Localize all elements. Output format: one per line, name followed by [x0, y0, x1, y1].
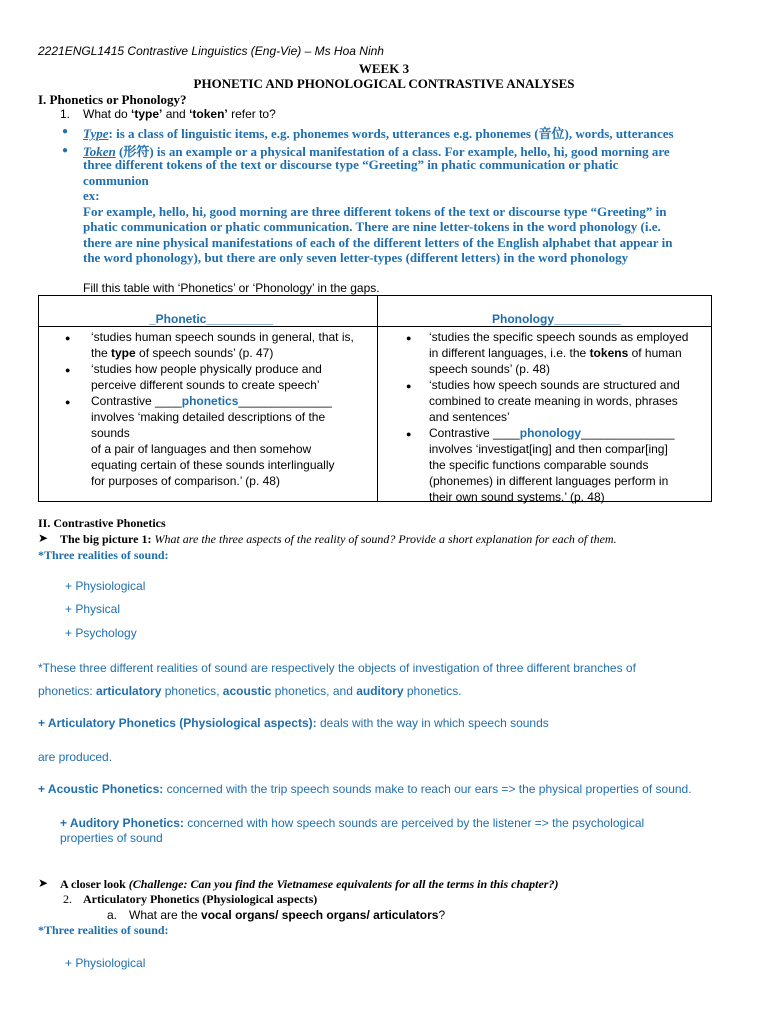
phonology-point-1: ‘studies the specific speech sounds as employed — [429, 330, 689, 344]
token-definition-line: communion — [83, 173, 149, 188]
item-2-number: 2. — [63, 892, 72, 906]
phonetics-phonology-table — [38, 295, 712, 502]
auditory-phonetics: + Auditory Phonetics: concerned with how speech sounds are perceived by the listener => the psychological — [60, 816, 645, 830]
bullet-icon: ● — [406, 429, 412, 439]
auditory-phonetics-line: properties of sound — [60, 831, 163, 845]
phonology-point-2-line: and sentences’ — [429, 410, 510, 424]
example-line: there are nine physical manifestations of each of the different letters of the English alphabet that appear in — [83, 235, 673, 250]
articulatory-phonetics: + Articulatory Phonetics (Physiological aspects): deals with the way in which speech sounds — [38, 716, 549, 730]
phonetic-point-3-line: equating certain of these sounds interlingually — [91, 458, 335, 472]
big-picture-question: The big picture 1: What are the three aspects of the reality of sound? Provide a short explanation for each of them. — [60, 532, 617, 546]
branches-text-line: phonetics: articulatory phonetics, acoustic phonetics, and auditory phonetics. — [38, 684, 462, 698]
phonology-point-3: Contrastive ____phonology______________ — [429, 426, 675, 440]
phonology-point-1-line: speech sounds’ (p. 48) — [429, 362, 550, 376]
reality-psychology: + Psychology — [65, 626, 137, 640]
table-instruction: Fill this table with ‘Phonetics’ or ‘Phonology’ in the gaps. — [83, 281, 380, 295]
item-a-letter: a. — [107, 908, 118, 922]
phonetic-point-3: Contrastive ____phonetics______________ — [91, 394, 332, 408]
example-line: phatic communication or phatic communication. There are nine letter-tokens in the word phonology (i.e. — [83, 219, 661, 234]
vocal-organs-question: What are the vocal organs/ speech organs/ articulators? — [129, 908, 446, 922]
phonetic-point-1: ‘studies human speech sounds in general, that is, — [91, 330, 354, 344]
branches-text: *These three different realities of sound are respectively the objects of investigation of three different branches of — [38, 661, 636, 675]
three-realities-heading-2: *Three realities of sound: — [38, 923, 169, 937]
articulatory-phonetics-line: are produced. — [38, 750, 113, 764]
example-line: the word phonology), but there are only seven letter-types (different letters) in the word phonology — [83, 250, 629, 265]
week-label: WEEK 3 — [358, 61, 410, 76]
example-line: For example, hello, hi, good morning are three different tokens of the text or discourse type “Greeting” in — [83, 204, 667, 219]
phonetic-header-cell — [39, 296, 378, 327]
bullet-icon: ● — [406, 381, 412, 391]
phonetic-point-3-line: of a pair of languages and then somehow — [91, 442, 312, 456]
reality-physical: + Physical — [65, 602, 121, 616]
question-1: What do ‘type’ and ‘token’ refer to? — [83, 107, 276, 121]
articulatory-phonetics-heading: Articulatory Phonetics (Physiological aspects) — [83, 892, 318, 906]
three-realities-heading: *Three realities of sound: — [38, 548, 169, 562]
bullet-icon: ● — [406, 333, 412, 343]
phonology-point-1-line: in different languages, i.e. the tokens of human — [429, 346, 682, 360]
phonology-point-3-line: (phonemes) in different languages perform in — [429, 474, 669, 488]
phonology-point-2: ‘studies how speech sounds are structured and — [429, 378, 680, 392]
phonology-header: Phonology__________ — [492, 312, 621, 326]
section-2-heading: II. Contrastive Phonetics — [38, 516, 166, 530]
phonetic-header: _Phonetic__________ — [149, 312, 274, 326]
token-definition: Token (形符) is an example or a physical manifestation of a class. For example, hello, hi, good morning are — [83, 144, 670, 159]
phonology-content-cell — [378, 327, 712, 502]
arrow-bullet-icon: ➤ — [38, 876, 49, 890]
phonology-point-3-line: involves ‘investigat[ing] and then compar[ing] — [429, 442, 668, 456]
phonetic-point-3-line: for purposes of comparison.’ (p. 48) — [91, 474, 280, 488]
bullet-icon: ● — [65, 333, 71, 343]
phonology-point-3-line: the specific functions comparable sounds — [429, 458, 649, 472]
acoustic-phonetics: + Acoustic Phonetics: concerned with the trip speech sounds make to reach our ears => the physical properties of sound. — [38, 782, 692, 796]
phonology-point-3-line: their own sound systems.’ (p. 48) — [429, 490, 605, 504]
type-definition: Type: is a class of linguistic items, e.g. phonemes words, utterances e.g. phonemes (音位), words, utterances — [83, 126, 674, 141]
phonology-header-cell — [378, 296, 712, 327]
section-1-heading: I. Phonetics or Phonology? — [38, 92, 187, 107]
reality-physiological-2: + Physiological — [65, 956, 146, 970]
phonetic-point-3-line: involves ‘making detailed descriptions of the — [91, 410, 326, 424]
example-label: ex: — [83, 188, 100, 203]
bullet-icon: ● — [65, 365, 71, 375]
course-title: 2221ENGL1415 Contrastive Linguistics (Eng-Vie) – Ms Hoa Ninh — [38, 44, 384, 58]
question-1-number: 1. — [60, 107, 71, 121]
reality-physiological: + Physiological — [65, 579, 146, 593]
closer-look: A closer look (Challenge: Can you find the Vietnamese equivalents for all the terms in this chapter?) — [60, 877, 559, 891]
document-title: PHONETIC AND PHONOLOGICAL CONTRASTIVE ANALYSES — [193, 76, 575, 91]
phonetic-point-1-line: the type of speech sounds’ (p. 47) — [91, 346, 274, 360]
bullet-icon: ● — [65, 397, 71, 407]
bullet-icon: ● — [62, 126, 69, 137]
phonetic-point-2: ‘studies how people physically produce and — [91, 362, 322, 376]
bullet-icon: ● — [62, 145, 69, 156]
phonology-point-2-line: combined to create meaning in words, phrases — [429, 394, 678, 408]
arrow-bullet-icon: ➤ — [38, 531, 49, 545]
phonetic-content-cell — [39, 327, 378, 502]
phonetic-point-3-line: sounds — [91, 426, 130, 440]
token-definition-line: three different tokens of the text or discourse type “Greeting” in phatic communication or phatic — [83, 157, 619, 172]
phonetic-point-2-line: perceive different sounds to create speech’ — [91, 378, 320, 392]
